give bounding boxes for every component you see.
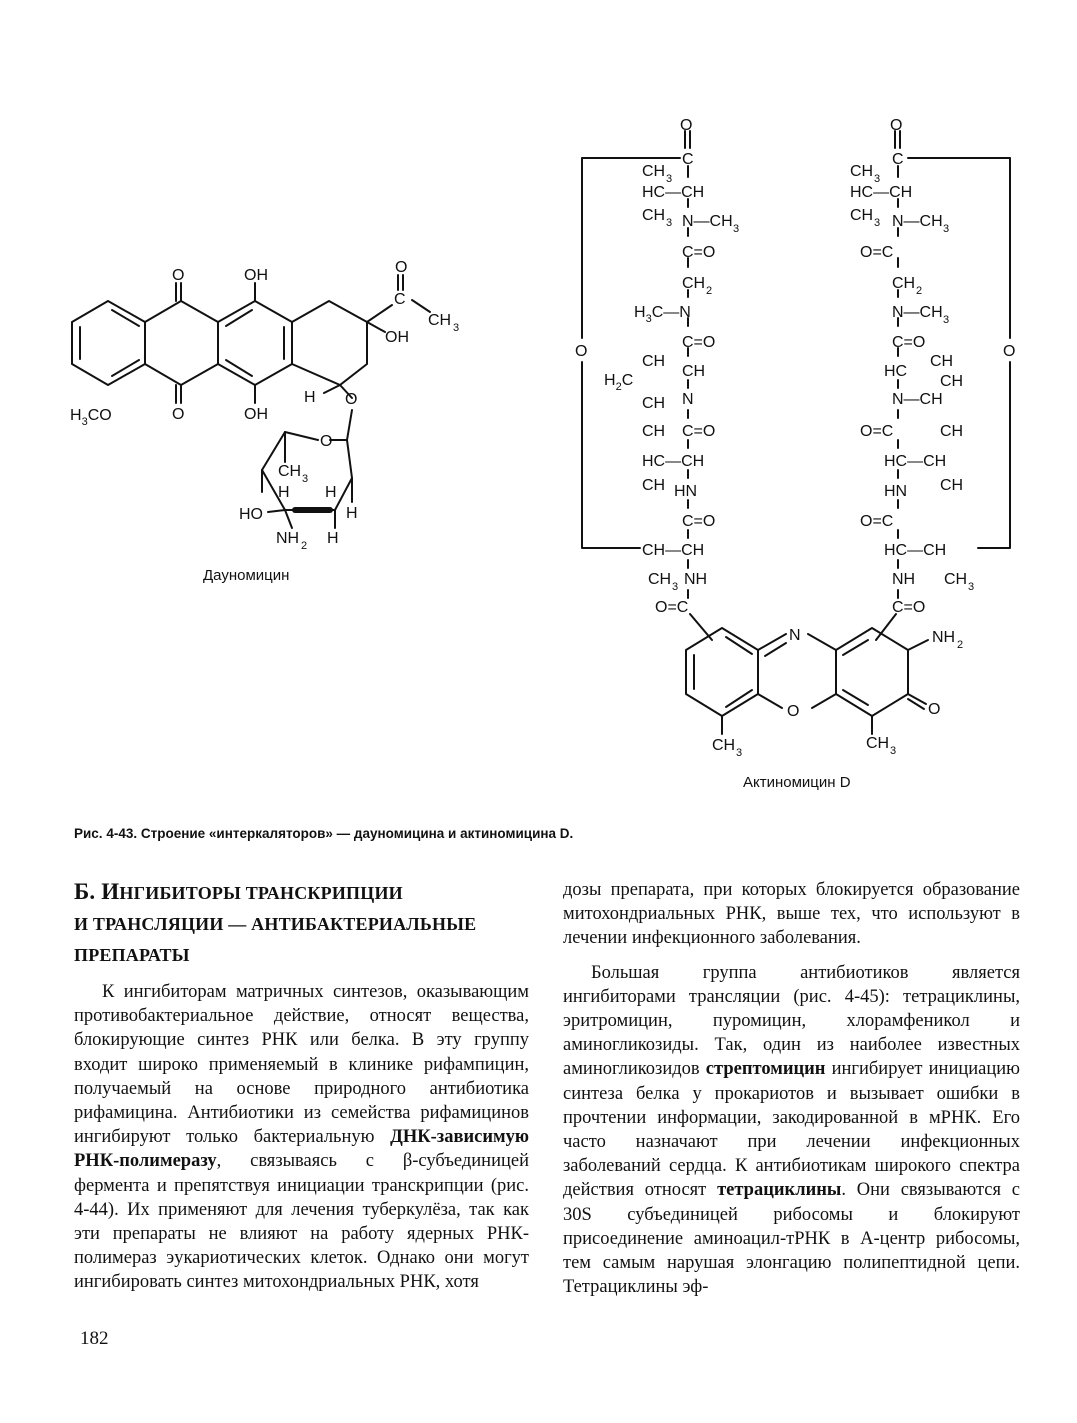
subscript: 3 [943,314,950,326]
atom-ch3: CH [866,735,890,752]
atom-o: O [890,117,903,134]
atom-ch3: CH [648,571,672,588]
text-run: Большая группа антибиотиков является ингибиторами трансляции (рис. 4-45): тетрациклины, эритромицин, пуромицин, хлорамфеникол и аминогликозиды. Так, один из наиболее известных аминогликозидов [563,962,1020,1080]
heading-text: НГИБИТОРЫ ТРАНСКРИПЦИИ [119,883,403,903]
section-heading [74,876,544,971]
subscript: 3 [302,473,309,485]
atom-h2c [604,372,633,393]
atom-ch2: CH [642,395,666,412]
atom-ch3: CH [940,477,964,494]
subscript: 3 [890,745,897,757]
atom-c-o: C=O [892,334,926,351]
atom-c-o: C=O [682,423,716,440]
atom-o-c: O=C [860,513,894,530]
atom-o-bridge: O [575,343,588,360]
subscript: 3 [81,416,88,428]
subscript: 3 [968,581,975,593]
subscript: 3 [733,223,740,235]
text-column-right [563,878,1020,1299]
atom-h: H [325,484,337,501]
subscript: 2 [706,285,713,297]
atom-o-bridge: O [1003,343,1016,360]
text-run: К ингибиторам матричных синтезов, оказывающим противобактериальное действие, относят вещества, блокирующие синтез РНК или белка. В эту группу входит широко применяемый в клинике рифампицин, получаемый на основе природного антибиотика рифамицина. Антибиотики из семейства рифамицинов ингибируют только бактериальную [74,982,529,1148]
text-run: ингибирует инициацию синтеза белка у прокариотов и вызывает ошибки в прочтении информации, закодированной в мРНК. Его часто назначают при лечении инфекционных заболеваний сердца. К антибиотикам широкого спектра действия относят [563,1059,1020,1201]
subscript: 3 [943,223,950,235]
atom-ch-ch: CH—CH [642,542,705,559]
subscript: 3 [874,217,881,229]
atom-o: O [787,703,800,720]
atom-c: C [394,291,406,308]
atom-h: H [304,389,316,406]
atom-o: O [395,259,408,276]
atom-nh: NH [892,571,916,588]
heading-line: ПРЕПАРАТЫ [74,945,190,965]
atom-ch: CH [682,363,706,380]
atom-h3co [70,407,112,428]
atom-ch2: CH [892,275,916,292]
bold-term: стрептомицин [705,1059,826,1080]
atom-o: O [928,701,941,718]
atom-hn: HN [884,483,908,500]
atom-n-ch3: N—CH [892,213,943,230]
atom-n: N [789,627,801,644]
atom-ch3: CH [850,163,874,180]
atom-hc-ch: HC—CH [642,453,705,470]
atom-o: O [172,267,185,284]
atom-ch2: CH [682,275,706,292]
atom-c-o: C=O [682,334,716,351]
atom-h3c-n [634,304,691,325]
text-column-left [74,980,529,1295]
atom-c: C [621,372,634,389]
atom-n-ch2: N—CH [892,391,943,408]
atom-oh: OH [244,267,268,284]
heading-line [74,876,544,909]
atom-co: CO [87,407,112,424]
atom-o-c: O=C [860,423,894,440]
atom-ch3: CH [642,423,666,440]
daunomycin-labels [70,259,459,584]
atom-ch3: CH [642,163,666,180]
atom-h: H [604,372,616,389]
atom-ch3: CH [278,463,302,480]
actinomycin-labels-left [575,117,739,616]
atom-ch2: CH [940,373,964,390]
subscript: 2 [957,639,964,651]
text-run: , связываясь с β-субъединицей фермента и препятствуя инициации транскрипции (рис. 4-44). Их применяют для лечения туберкулёза, так как эти препараты не влияют на работу ядерных РНК-полимераз эукариотических клеток. Однако они могут ингибировать синтез митохондриальных РНК, хотя [74,1151,529,1293]
paragraph: дозы препарата, при которых блокируется образование митохондриальных РНК, выше тех, что используют в лечении инфекционного заболевания. [563,880,1020,949]
subscript: 3 [666,173,673,185]
atom-ch2: CH [930,353,954,370]
heading-initial: Б. И [74,879,120,904]
atom-n-ch3: N—CH [682,213,733,230]
atom-hc: HC [884,363,908,380]
atom-hc-ch: HC—CH [884,542,947,559]
atom-h: H [70,407,82,424]
heading-line: И ТРАНСЛЯЦИИ — АНТИБАКТЕРИАЛЬНЫЕ [74,914,477,934]
atom-c: C [892,151,904,168]
atom-h: H [327,530,339,547]
atom-hc-ch: HC—CH [884,453,947,470]
subscript: 2 [916,285,923,297]
atom-hn: HN [674,483,698,500]
bold-term: ДНК-зависимую РНК-полимеразу [74,1127,529,1172]
subscript: 3 [453,322,460,334]
atom-ch3: CH [642,207,666,224]
bold-term: тетрациклины [717,1180,842,1201]
actinomycin-labels-right [850,117,1015,616]
atom-ch3: CH [428,312,452,329]
paragraph [74,980,529,1295]
atom-h: H [634,304,646,321]
atom-ch2: CH [642,353,666,370]
subscript: 2 [615,381,622,393]
atom-ch3: CH [940,423,964,440]
atom-o-c: O=C [655,599,689,616]
subscript: 3 [645,313,652,325]
subscript: 3 [666,217,673,229]
atom-ch3: CH [712,737,736,754]
atom-oh: OH [244,406,268,423]
atom-c-n: C—N [651,304,691,321]
atom-c: C [682,151,694,168]
atom-nh2: NH [276,530,300,547]
atom-h: H [278,484,290,501]
atom-o: O [345,391,358,408]
atom-hc-ch: HC—CH [642,184,705,201]
atom-o: O [172,406,185,423]
page-number: 182 [80,1328,109,1349]
structure-name: Дауномицин [203,567,290,584]
figure-caption: Рис. 4-43. Строение «интеркаляторов» — дауномицина и актиномицина D. [74,826,574,841]
atom-ch3: CH [850,207,874,224]
atom-n-ch3: N—CH [892,304,943,321]
subscript: 3 [672,581,679,593]
atom-h: H [346,505,358,522]
atom-hc-ch: HC—CH [850,184,913,201]
atom-nh: NH [684,571,708,588]
atom-oh: OH [385,329,409,346]
daunomycin-skeleton [72,275,430,528]
atom-c-o: C=O [682,513,716,530]
atom-c-o: C=O [892,599,926,616]
atom-n: N [682,391,694,408]
structure-name: Актиномицин D [743,774,851,791]
paragraph [563,961,1020,1300]
atom-c-o: C=O [682,244,716,261]
atom-o: O [320,433,333,450]
subscript: 3 [874,173,881,185]
subscript: 2 [301,540,308,552]
atom-o: O [680,117,693,134]
atom-o-c: O=C [860,244,894,261]
atom-ch3: CH [944,571,968,588]
atom-ch3: CH [642,477,666,494]
text-run: . Они связываются с 30S субъединицей рибосомы и блокируют присоединение аминоацил-тРНК в А-центр рибосомы, тем самым нарушая элонгацию полипептидной цепи. Тетрациклины эф- [563,1180,1020,1298]
atom-nh2: NH [932,629,956,646]
atom-ho: HO [239,506,263,523]
subscript: 3 [736,747,743,759]
